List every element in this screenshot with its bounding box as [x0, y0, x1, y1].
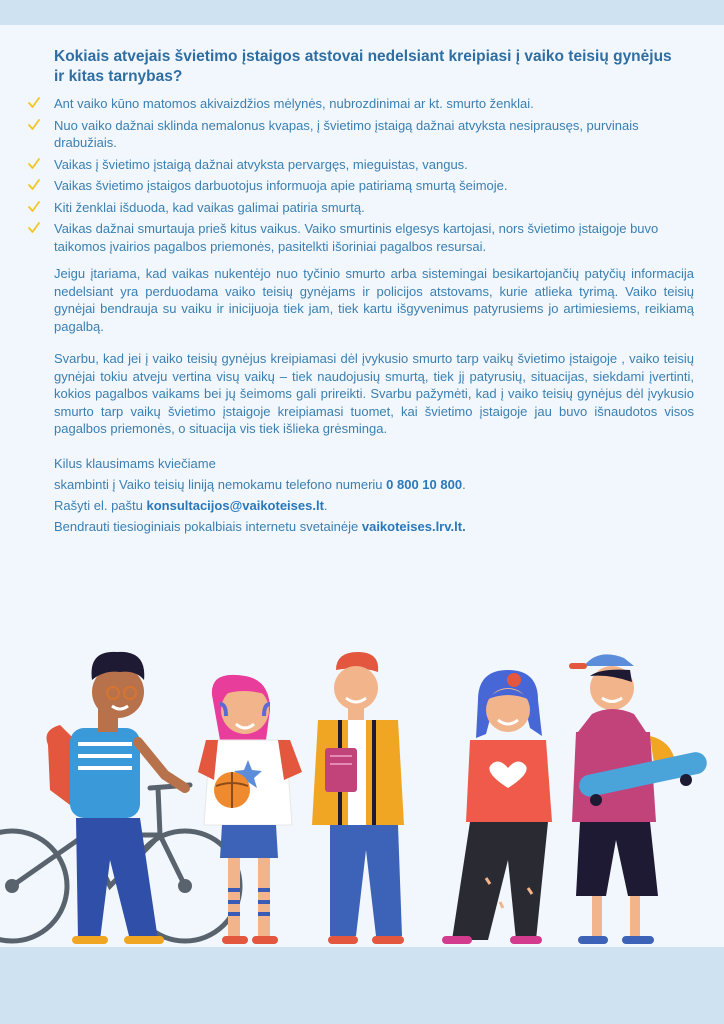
contact-phone-line — [54, 474, 694, 495]
paragraph-assessment: Svarbu, kad jei į vaiko teisių gynėjus kreipiamasi dėl įvykusio smurto tarp vaikų švietimo įstaigoje , vaiko teisių gynėjai tokiu atveju vertina visų vaikų – tiek naudojusių smurtą, tiek jį patyrusių, situacijas, siekdami įvertinti, kokios pagalbos vaikams bei jų šeimoms gali prireikti. Svarbu pažymėti, kad į vaiko teisių gynėjus dėl įvykusio smurto tarp vaikų švietimo įstaigoje kreipiamasi tuomet, kai švietimo įstaigoje jau buvo išnaudotos visos pagalbos priemonės, o situacija vis tiek išlieka grėsminga. — [54, 351, 694, 436]
check-icon — [27, 157, 41, 171]
kid-with-basketball — [198, 675, 302, 940]
check-icon — [27, 178, 41, 192]
contact-email-prefix: Rašyti el. paštu — [54, 497, 147, 513]
page-title: Kokiais atvejais švietimo įstaigos atstovai nedelsiant kreipiasi į vaiko teisių gynėjus ir kitas tarnybas? — [54, 48, 672, 85]
contact-block — [54, 453, 694, 537]
list-item — [54, 95, 694, 113]
check-icon — [27, 96, 41, 110]
contact-web-line — [54, 516, 694, 537]
wheel-hub — [178, 879, 192, 893]
paragraph-investigation: Jeigu įtariama, kad vaikas nukentėjo nuo tyčinio smurto arba sistemingai besikartojančių patyčių informacija nedelsiant yra perduodama vaiko teisių gynėjams ir policijos atstovams, kurie atlieka tyrimą. Vaiko teisių gynėjai bendrauja su vaiku ir inicijuoja tiek jam, tiek kartu išgyvenimus patyrusiems jo artimiesiems, reikiamą pagalbą. — [54, 266, 694, 334]
phone-number-link[interactable]: 0 800 10 800 — [386, 476, 463, 492]
kid-with-skateboard — [572, 654, 709, 940]
list-item — [54, 220, 694, 255]
contact-email-line — [54, 495, 694, 516]
list-item — [54, 117, 694, 152]
warning-signs-list — [54, 95, 694, 255]
main-content — [54, 47, 694, 537]
list-item-text: Vaikas dažnai smurtauja prieš kitus vaikus. Vaiko smurtinis elgesys kartojasi, nors švietimo įstaigoje buvo taikomos įvairios pagalbos priemonės, pasitelkti išoriniai pagalbos resursai. — [54, 221, 659, 254]
list-item-text: Vaikas į švietimo įstaigą dažnai atvyksta pervargęs, mieguistas, vangus. — [54, 156, 468, 172]
wheel-hub — [5, 879, 19, 893]
website-link[interactable]: vaikoteises.lrv.lt. — [361, 518, 466, 534]
list-item — [54, 156, 694, 174]
list-item-text: Vaikas švietimo įstaigos darbuotojus informuoja apie patiriamą smurtą šeimoje. — [54, 178, 508, 193]
contact-web-prefix: Bendrauti tiesioginiais pokalbiais internetu svetainėje — [54, 518, 362, 534]
list-item-text: Kiti ženklai išduoda, kad vaikas galimai patiria smurtą. — [54, 199, 365, 215]
contact-email-suffix: . — [323, 497, 328, 513]
contact-intro: Kilus klausimams kviečiame — [54, 455, 216, 471]
contact-phone-suffix: . — [462, 476, 466, 492]
check-icon — [27, 118, 41, 132]
list-item — [54, 199, 694, 217]
email-link[interactable]: konsultacijos@vaikoteises.lt — [146, 497, 324, 513]
top-band — [0, 0, 724, 25]
teenagers-illustration — [0, 640, 724, 960]
check-icon — [27, 221, 41, 235]
list-item — [54, 177, 694, 195]
list-item-text: Ant vaiko kūno matomos akivaizdžios mėlynės, nubrozdinimai ar kt. smurto ženklai. — [54, 96, 534, 111]
contact-phone-prefix: skambinti į Vaiko teisių liniją nemokamu telefono numeriu — [54, 476, 387, 492]
kid-with-book — [312, 652, 404, 940]
check-icon — [27, 200, 41, 214]
kid-with-heart-shirt — [446, 670, 552, 940]
list-item-text: Nuo vaiko dažnai sklinda nemalonus kvapas, į švietimo įstaigą dažnai atvyksta nesiprausęs, purvinais drabužiais. — [54, 117, 639, 150]
